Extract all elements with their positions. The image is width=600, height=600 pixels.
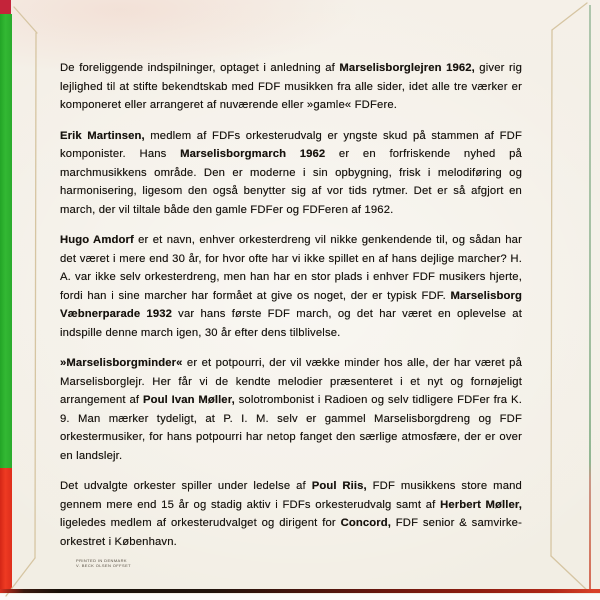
right-edge-color-line	[589, 5, 591, 591]
text-run: »Marselisborgminder«	[60, 357, 183, 369]
text-run: Marselisborglejren 1962,	[339, 62, 475, 74]
liner-notes-paragraph-1	[60, 59, 522, 115]
text-run: var hans første FDF march, og det har været en oplevelse at indspille denne march igen, 30 år efter dens tilblivelse.	[60, 308, 522, 339]
spine-green-segment	[0, 14, 12, 468]
printer-imprint-line-1: PRINTED IN DENMARK	[76, 558, 127, 563]
printer-imprint-line-2: V. BECK OLSEN OFFSET	[76, 563, 131, 568]
text-run: solotrombonist i Radioen og selv tidligere FDFer fra K. 9. Man mærker tydeligt, at P. I. M. selv er gammel Marselisborgdreng og FDF orkestermusiker, for hans potpourri har netop fanget den særlige atmosfære, der er over en landslejr.	[60, 394, 522, 462]
text-run: Det udvalgte orkester spiller under ledelse af	[60, 480, 312, 492]
text-run: Poul Ivan Møller,	[142, 394, 235, 406]
liner-notes-paragraph-2	[60, 127, 522, 220]
text-run: Marselisborg Væbnerparade 1932	[60, 289, 522, 320]
text-run: Erik Martinsen,	[60, 129, 145, 142]
text-run: Herbert Møller,	[440, 498, 522, 511]
text-run: er et potpourri, der vil vække minder hos alle, der har været på Marselisborglejr. Her får vi de kendte melodier præsenteret i et nyt og fornøjeligt arrangement af	[60, 357, 522, 406]
crease-left-vertical	[35, 33, 36, 558]
text-run: De foreliggende indspilninger, optaget i anledning af	[60, 62, 340, 74]
text-run: Poul Riis,	[311, 480, 367, 492]
printer-imprint	[76, 558, 131, 568]
crease-bottom-right-diagonal	[551, 556, 589, 592]
crease-top-right-diagonal	[552, 3, 587, 30]
liner-notes-paragraph-4	[60, 354, 522, 465]
text-run: Marselisborgmarch 1962	[180, 148, 326, 160]
spine-red-top-segment	[0, 0, 11, 14]
spine-color-strip	[0, 0, 12, 591]
text-run: Concord,	[340, 517, 391, 529]
liner-notes-paragraph-5	[60, 477, 522, 551]
text-run: er et navn, enhver orkesterdreng vil nikke genkendende til, og sådan har det været i mere end 30 år, for hvor ofte har vi ikke spillet en af hans dejlige marcher? H. A. var ikke selv orkesterdreng, men han har en stor plads i enhver FDF musikers hjerte, fordi han i sine marcher har formået at give os noget, der er typisk FDF.	[60, 234, 522, 302]
spine-red-bottom-segment	[0, 468, 12, 591]
text-run: er en forfriskende nyhed på marchmusikkens område. Den er moderne i sin opbygning, frisk i melodiføring og harmonisering, ligesom den også benytter sig af vor tids rytmer. Det er så afgjort en march, der vil tiltale både den gamle FDFer og FDFeren af 1962.	[60, 148, 522, 216]
liner-notes-paragraph-3	[60, 231, 522, 342]
text-run: ligeledes medlem af orkesterudvalget og dirigent for	[60, 517, 341, 529]
text-run: medlem af FDFs orkesterudvalg er yngste skud på stammen af FDF komponister. Hans	[60, 129, 522, 160]
text-run: FDF senior & samvirke-orkestret i København.	[60, 517, 522, 548]
bottom-edge-line	[0, 589, 600, 593]
crease-top-left-diagonal	[14, 7, 37, 33]
text-run: Hugo Amdorf	[60, 234, 134, 246]
liner-notes	[60, 59, 522, 563]
text-run: FDF musikkens store mand gennem mere end 15 år og stadig aktiv i FDFs orkesterudvalg samt af	[60, 480, 522, 511]
crease-right-vertical	[551, 30, 552, 556]
text-run: giver rig lejlighed til at stifte bekendtskab med FDF musikken fra alle sider, idet alle tre værker er komponeret eller arrangeret af nuværende eller »gamle« FDFere.	[60, 62, 523, 111]
